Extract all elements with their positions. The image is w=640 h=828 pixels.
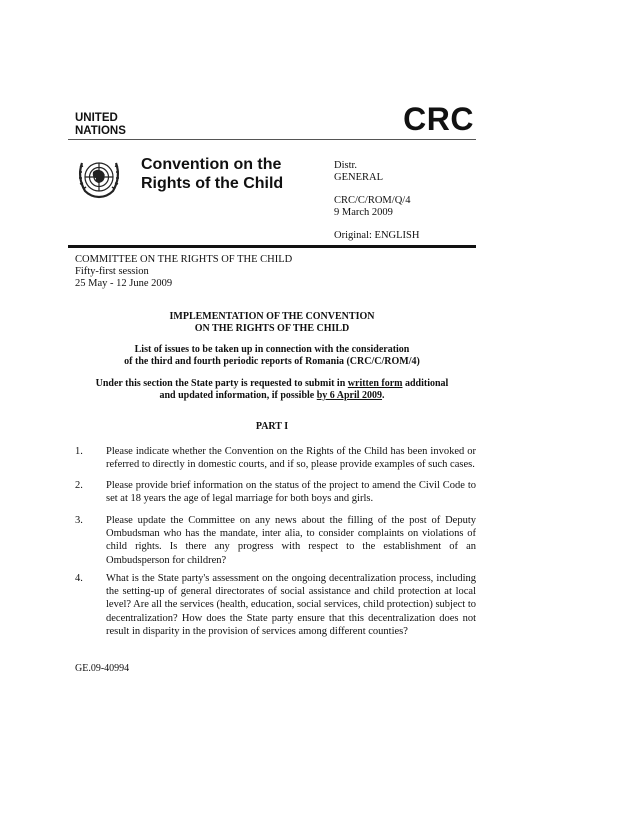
job-number: GE.09-40994 (75, 663, 130, 674)
item-text: Please update the Committee on any news about the filling of the post of Deputy Ombudsman who has the mandate, inter alia, to consider complaints on violations of child rights. Is there any progress with respect to the establishment of an Ombudsperson for children? (106, 515, 476, 566)
committee-dates: 25 May - 12 June 2009 (75, 278, 173, 289)
item-number: 4. (75, 573, 83, 584)
request-line1: Under this section the State party is requested to submit in written form additional (95, 378, 449, 389)
item-text: Please indicate whether the Convention on the Rights of the Child has been invoked or referred to directly in domestic courts, and if so, please provide examples of such cases. (106, 446, 476, 471)
item-number: 1. (75, 446, 83, 457)
header-thick-divider (68, 245, 476, 248)
item-text: What is the State party's assessment on the ongoing decentralization process, including the setting-up of general directorates of social assistance and child protection at local level? Are all the services (health, education, social services, child protection) subject to decentralization? How does the State party ensure that this decentralization does not result in disparity in the provision of services among different counties? (106, 573, 476, 637)
item-text: Please provide brief information on the status of the project to amend the Civil Code to set at 18 years the age of legal marriage for both boys and girls. (106, 480, 476, 505)
convention-title-line1: Convention on the (141, 156, 282, 173)
part-title: PART I (255, 421, 289, 432)
list-item (75, 572, 476, 638)
header-divider (68, 139, 476, 140)
main-heading-line2: ON THE RIGHTS OF THE CHILD (194, 323, 350, 334)
subtitle-line2: of the third and fourth periodic reports of Romania (CRC/C/ROM/4) (124, 356, 420, 367)
original-language: Original: ENGLISH (334, 230, 420, 241)
committee-name: COMMITTEE ON THE RIGHTS OF THE CHILD (75, 254, 293, 265)
subtitle-line1: List of issues to be taken up in connection with the consideration (134, 344, 410, 355)
convention-title (141, 155, 283, 193)
committee-session: Fifty-first session (75, 266, 149, 277)
submission-request (68, 378, 476, 402)
item-number: 3. (75, 515, 83, 526)
org-name (75, 112, 126, 138)
committee-block (75, 254, 292, 290)
request-line2: and updated information, if possible by 6 April 2009. (159, 390, 385, 401)
distribution-block (334, 160, 419, 242)
convention-title-line2: Rights of the Child (141, 175, 284, 192)
un-emblem-icon (73, 153, 125, 203)
distr-label: Distr. (334, 160, 358, 171)
deadline-emphasis: by 6 April 2009 (316, 390, 383, 401)
list-item (75, 479, 476, 505)
list-item (75, 514, 476, 567)
written-form-emphasis: written form (347, 378, 403, 389)
doc-date: 9 March 2009 (334, 207, 393, 218)
main-heading (68, 311, 476, 335)
distr-value: GENERAL (334, 172, 383, 183)
list-item (75, 445, 476, 471)
org-name-line1: UNITED (75, 112, 118, 124)
item-number: 2. (75, 480, 83, 491)
subtitle (68, 344, 476, 368)
main-heading-line1: IMPLEMENTATION OF THE CONVENTION (169, 311, 375, 322)
document-symbol-large: CRC (403, 101, 474, 137)
doc-symbol: CRC/C/ROM/Q/4 (334, 195, 411, 206)
org-name-line2: NATIONS (75, 125, 126, 137)
